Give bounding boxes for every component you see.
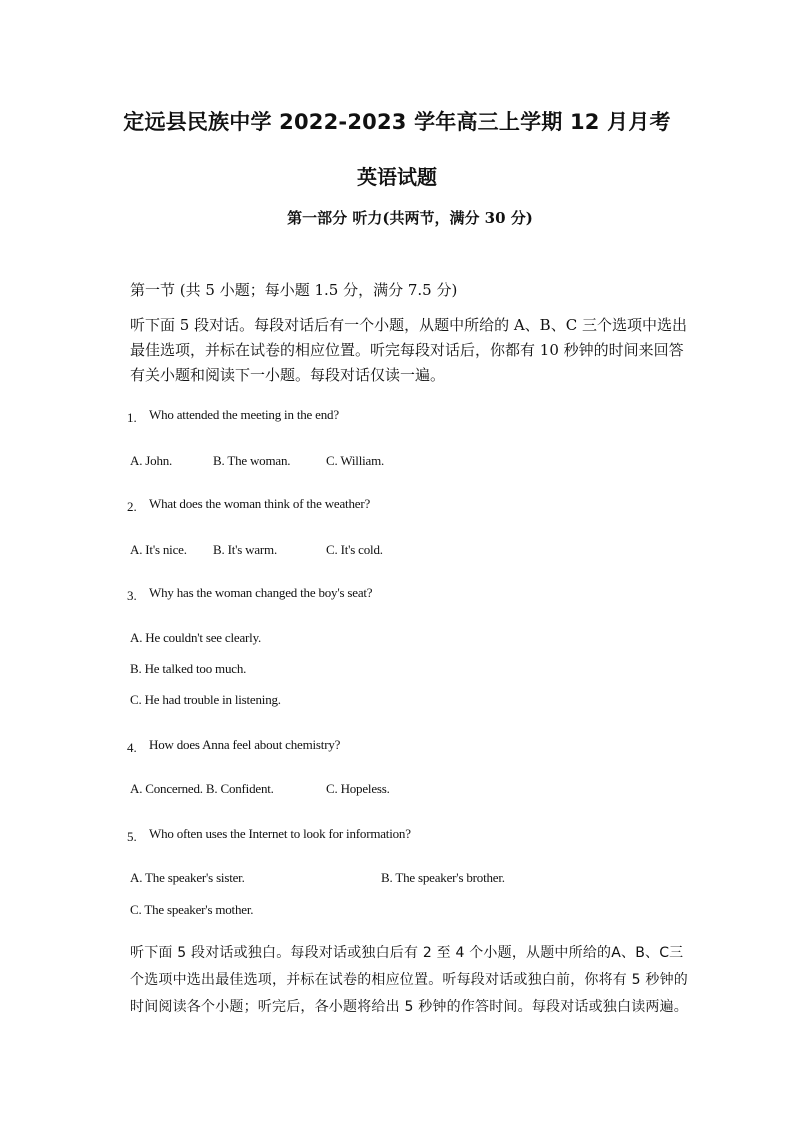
question-text: Who often uses the Internet to look for information?	[149, 826, 411, 841]
section-heading: 第一节 (共 5 小题；每小题 1.5 分，满分 7.5 分)	[130, 281, 458, 299]
option-a: A. It's nice.	[130, 542, 187, 557]
question-number: 4.	[127, 740, 137, 755]
part-heading: 第一部分 听力(共两节，满分 30 分)	[287, 209, 533, 227]
option-b: B. The woman.	[213, 453, 291, 468]
option-c: C. He had trouble in listening.	[130, 692, 281, 707]
option-c: C. The speaker's mother.	[130, 902, 254, 917]
option-b: B. The speaker's brother.	[381, 870, 505, 885]
option-c: C. William.	[326, 453, 385, 468]
section2-instructions: 听下面 5 段对话或独白。每段对话或独白后有 2 至 4 个小题，从题中所给的A、B、C三个选项中选出最佳选项，并标在试卷的相应位置。听每段对话或独白前，你将有 5 秒钟的时间阅读各个小题；听完后，各小题将给出 5 秒钟的作答时间。每段对话或独白读两遍。	[130, 945, 689, 1015]
question-text: What does the woman think of the weather?	[149, 496, 371, 511]
question-text: Why has the woman changed the boy's seat?	[149, 585, 373, 600]
option-a: A. John.	[130, 453, 173, 468]
option-a-b: A. Concerned. B. Confident.	[130, 781, 274, 796]
exam-subtitle: 英语试题	[357, 165, 437, 189]
option-a: A. He couldn't see clearly.	[130, 630, 262, 645]
exam-title: 定远县民族中学 2022-2023 学年高三上学期 12 月月考	[123, 110, 671, 134]
option-a: A. The speaker's sister.	[130, 870, 245, 885]
question-number: 5.	[127, 829, 137, 844]
question-number: 3.	[127, 588, 137, 603]
option-c: C. It's cold.	[326, 542, 383, 557]
question-number: 1.	[127, 410, 137, 425]
option-b: B. It's warm.	[213, 542, 278, 557]
question-text: Who attended the meeting in the end?	[149, 407, 339, 422]
option-b: B. He talked too much.	[130, 661, 247, 676]
option-c: C. Hopeless.	[326, 781, 390, 796]
question-text: How does Anna feel about chemistry?	[149, 737, 341, 752]
question-number: 2.	[127, 499, 137, 514]
section1-instructions: 听下面 5 段对话。每段对话后有一个小题，从题中所给的 A、B、C 三个选项中选出最佳选项，并标在试卷的相应位置。听完每段对话后，你都有 10 秒钟的时间来回答有关小题和阅读下一小题。每段对话仅读一遍。	[130, 316, 687, 384]
